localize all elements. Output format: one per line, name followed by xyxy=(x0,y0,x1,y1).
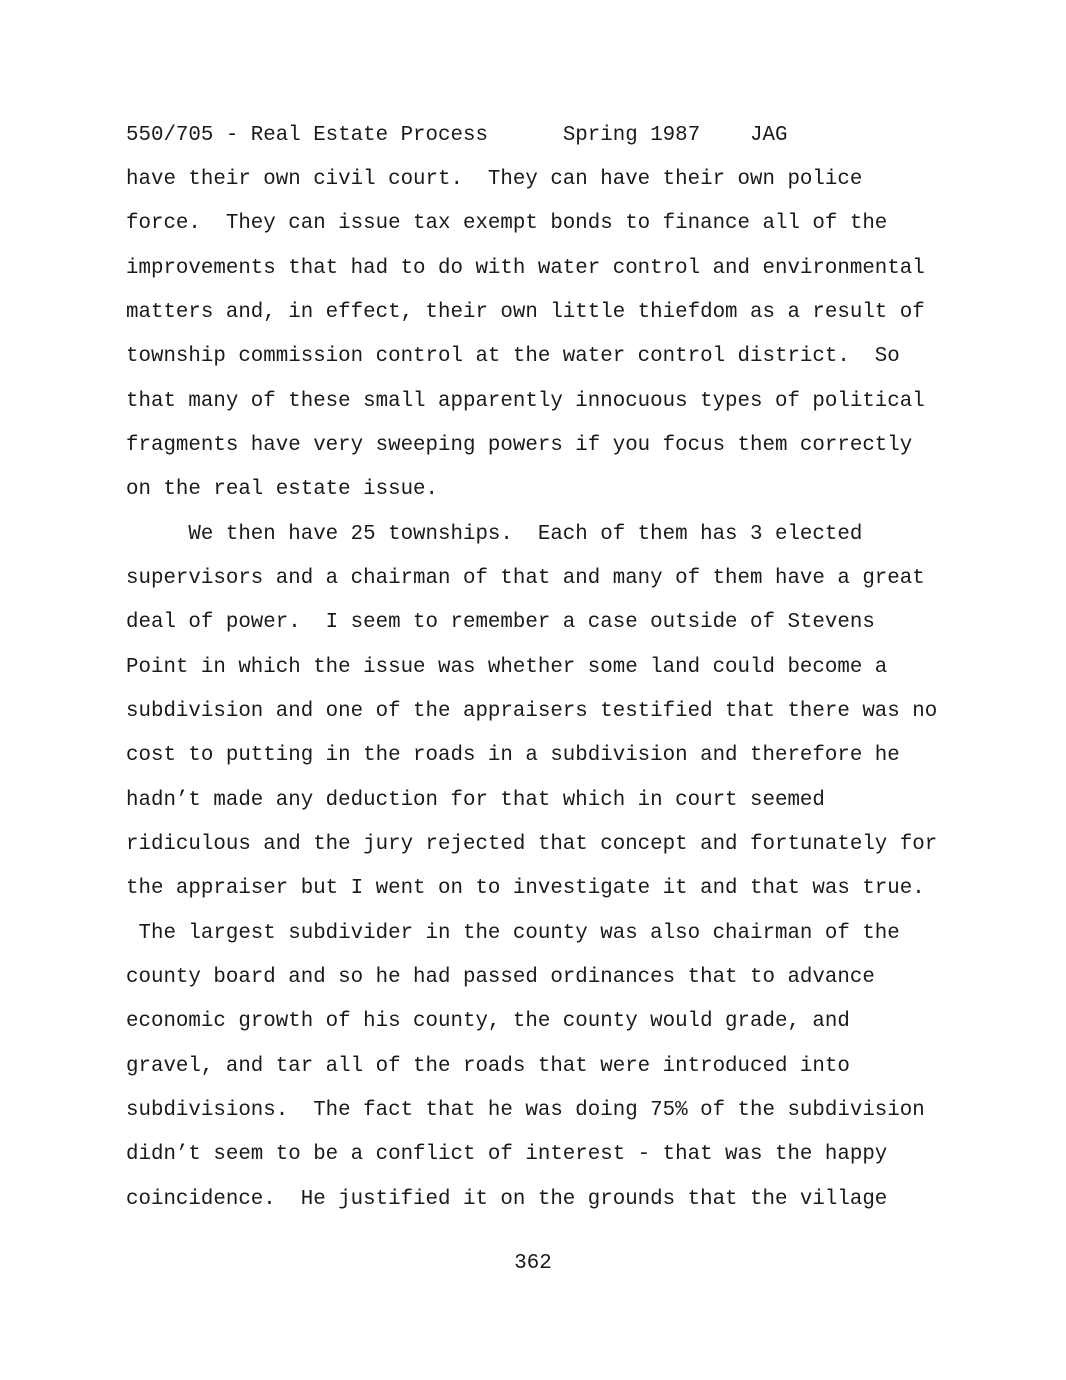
text-line: hadn’t made any deduction for that which in court seemed xyxy=(126,789,825,812)
text-line: gravel, and tar all of the roads that were introduced into xyxy=(126,1055,850,1078)
text-line: force. They can issue tax exempt bonds to finance all of the xyxy=(126,212,888,235)
text-line: coincidence. He justified it on the grounds that the village xyxy=(126,1188,888,1211)
text-line: the appraiser but I went on to investigate it and that was true. xyxy=(126,877,925,900)
term: Spring 1987 xyxy=(562,124,701,147)
text-line: on the real estate issue. xyxy=(126,478,439,501)
page-number: 362 xyxy=(514,1252,552,1275)
text-line: subdivisions. The fact that he was doing 75% of the subdivision xyxy=(126,1099,925,1122)
text-line: cost to putting in the roads in a subdivision and therefore he xyxy=(126,744,900,767)
text-line: have their own civil court. They can have their own police xyxy=(126,168,863,191)
text-line: county board and so he had passed ordinances that to advance xyxy=(126,966,875,989)
text-line: that many of these small apparently innocuous types of political xyxy=(126,390,925,413)
text-line: subdivision and one of the appraisers testified that there was no xyxy=(126,700,938,723)
text-line: economic growth of his county, the county would grade, and xyxy=(126,1010,850,1033)
text-line: We then have 25 townships. Each of them has 3 elected xyxy=(126,523,863,546)
text-line: ridiculous and the jury rejected that concept and fortunately for xyxy=(126,833,938,856)
text-line: Point in which the issue was whether some land could become a xyxy=(126,656,888,679)
text-line: didn’t seem to be a conflict of interest - that was the happy xyxy=(126,1143,888,1166)
text-line: fragments have very sweeping powers if you focus them correctly xyxy=(126,434,913,457)
text-line: deal of power. I seem to remember a case outside of Stevens xyxy=(126,611,875,634)
text-line: matters and, in effect, their own little thiefdom as a result of xyxy=(126,301,925,324)
author-initials: JAG xyxy=(750,124,788,147)
course-title: 550/705 - Real Estate Process xyxy=(126,124,488,147)
page-header xyxy=(126,122,788,150)
text-line: supervisors and a chairman of that and many of them have a great xyxy=(126,567,925,590)
text-line: The largest subdivider in the county was also chairman of the xyxy=(126,922,900,945)
text-line: improvements that had to do with water control and environmental xyxy=(126,257,925,280)
text-line: township commission control at the water control district. So xyxy=(126,345,900,368)
